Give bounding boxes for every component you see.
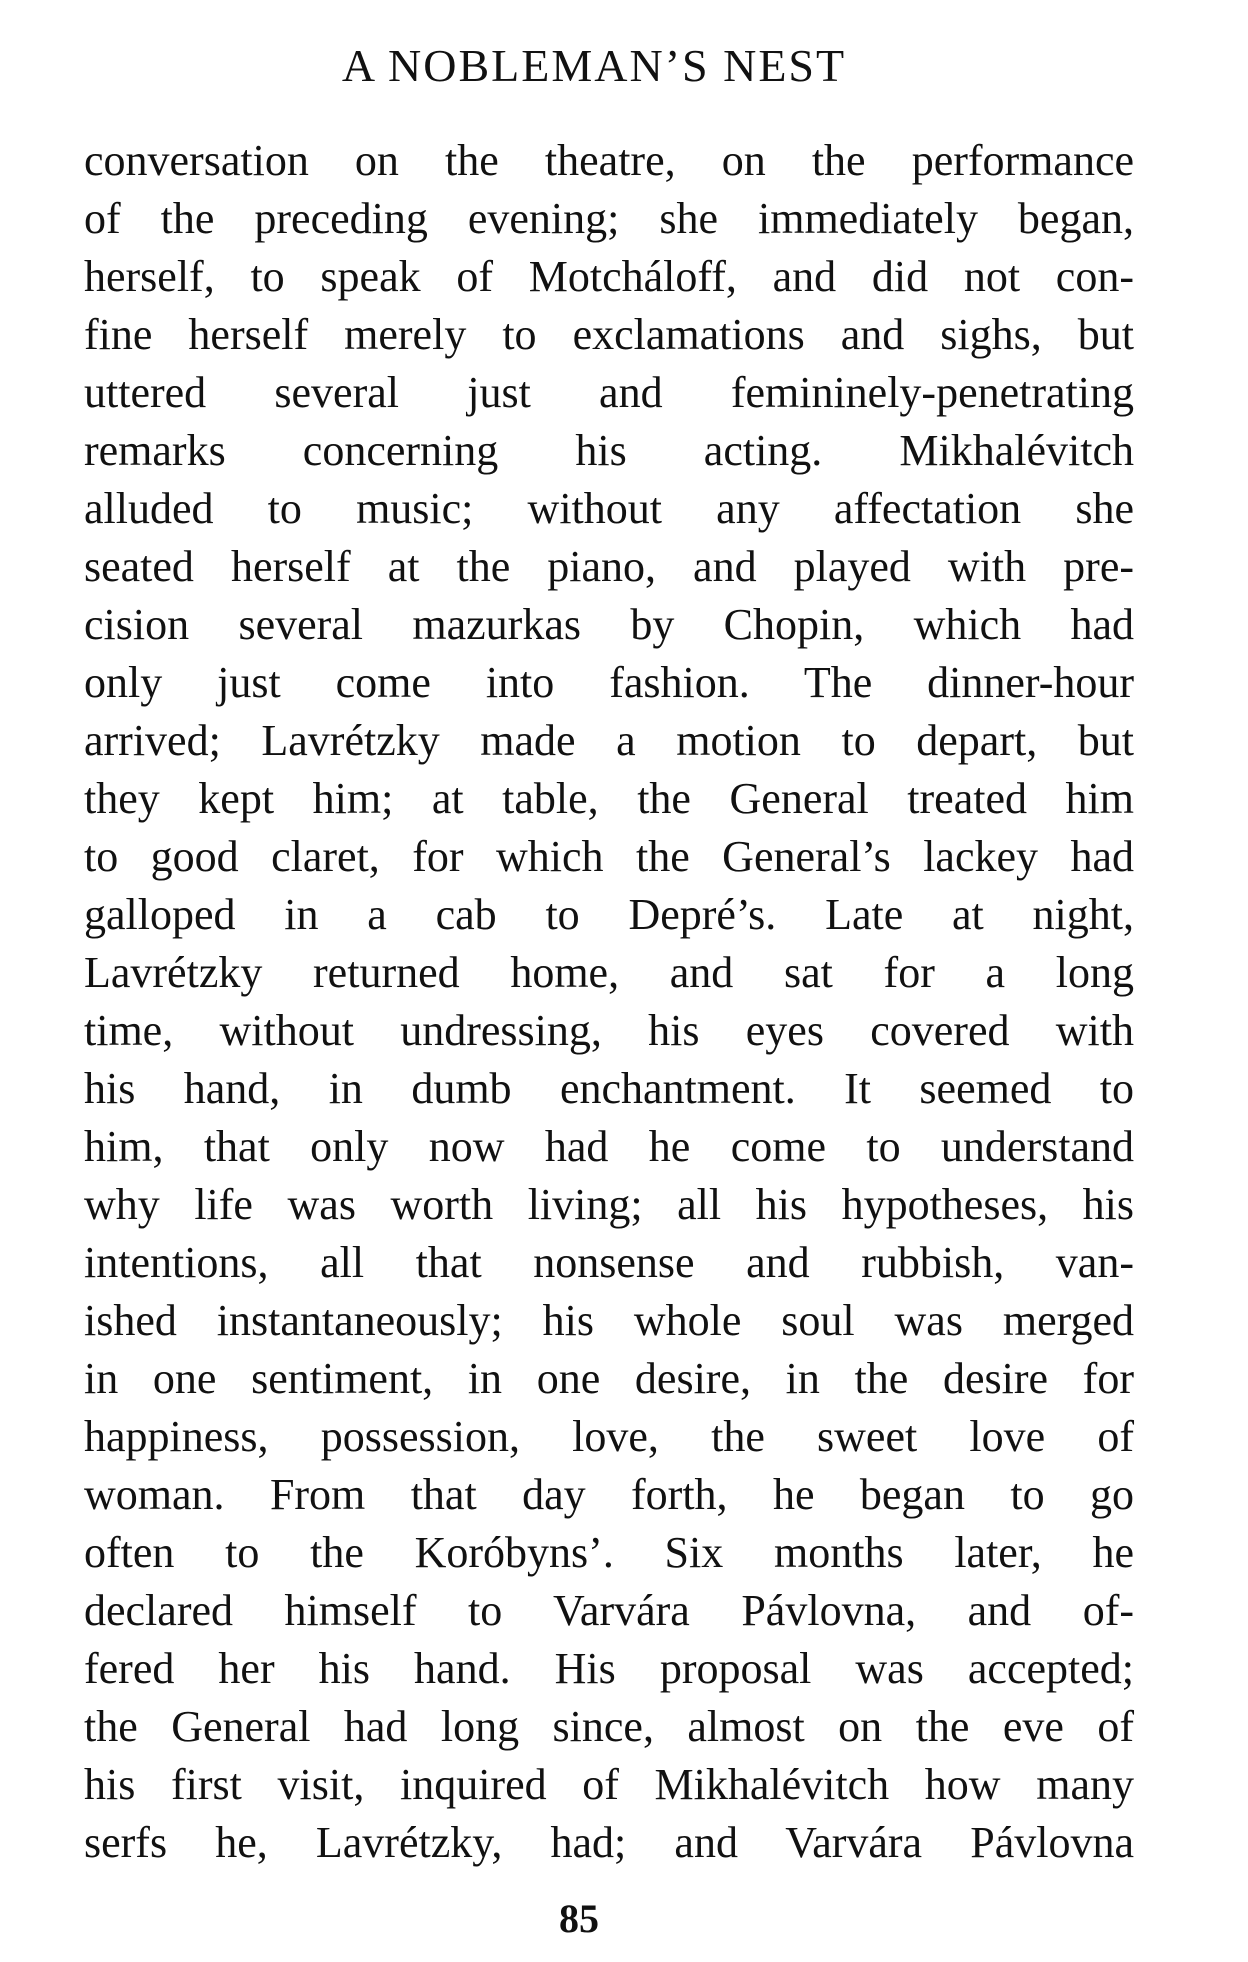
text-line: in one sentiment, in one desire, in the desire for <box>84 1354 1134 1403</box>
running-head-title: A NOBLEMAN’S NEST <box>341 40 847 91</box>
text-line: they kept him; at table, the General treated him <box>84 774 1134 823</box>
text-line: fine herself merely to exclamations and sighs, but <box>84 310 1134 359</box>
text-line: intentions, all that nonsense and rubbish, van- <box>84 1238 1134 1287</box>
text-line: of the preceding evening; she immediately began, <box>84 194 1134 243</box>
text-line: only just come into fashion. The dinner-hour <box>84 658 1134 707</box>
text-line: Lavrétzky returned home, and sat for a long <box>84 948 1134 997</box>
text-line: conversation on the theatre, on the performance <box>84 136 1134 185</box>
text-line: remarks concerning his acting. Mikhalévitch <box>84 426 1134 475</box>
text-line: woman. From that day forth, he began to go <box>84 1470 1134 1519</box>
text-line: cision several mazurkas by Chopin, which had <box>84 600 1134 649</box>
running-head <box>0 38 1248 94</box>
text-line: the General had long since, almost on the eve of <box>84 1702 1134 1751</box>
text-line: his hand, in dumb enchantment. It seemed to <box>84 1064 1134 1113</box>
text-line: him, that only now had he come to understand <box>84 1122 1134 1171</box>
text-line: why life was worth living; all his hypotheses, his <box>84 1180 1134 1229</box>
text-line: ished instantaneously; his whole soul was merged <box>84 1296 1134 1345</box>
text-line: his first visit, inquired of Mikhalévitch how many <box>84 1760 1134 1809</box>
text-line: galloped in a cab to Depré’s. Late at night, <box>84 890 1134 939</box>
page-number <box>0 1895 1248 1943</box>
body-text <box>84 132 1134 1872</box>
text-line: alluded to music; without any affectation she <box>84 484 1134 533</box>
text-line: serfs he, Lavrétzky, had; and Varvára Pávlovna <box>84 1818 1134 1867</box>
text-line: often to the Koróbyns’. Six months later, he <box>84 1528 1134 1577</box>
text-line: seated herself at the piano, and played with pre- <box>84 542 1134 591</box>
text-line: time, without undressing, his eyes covered with <box>84 1006 1134 1055</box>
text-line: fered her his hand. His proposal was accepted; <box>84 1644 1134 1693</box>
page-number-value: 85 <box>559 1896 599 1941</box>
text-line: happiness, possession, love, the sweet love of <box>84 1412 1134 1461</box>
text-line: to good claret, for which the General’s lackey had <box>84 832 1134 881</box>
text-line: arrived; Lavrétzky made a motion to depart, but <box>84 716 1134 765</box>
text-line: herself, to speak of Motchálоff, and did not con- <box>84 252 1134 301</box>
text-line: uttered several just and femininely-penetrating <box>84 368 1134 417</box>
text-line: declared himself to Varvára Pávlovna, and of- <box>84 1586 1134 1635</box>
